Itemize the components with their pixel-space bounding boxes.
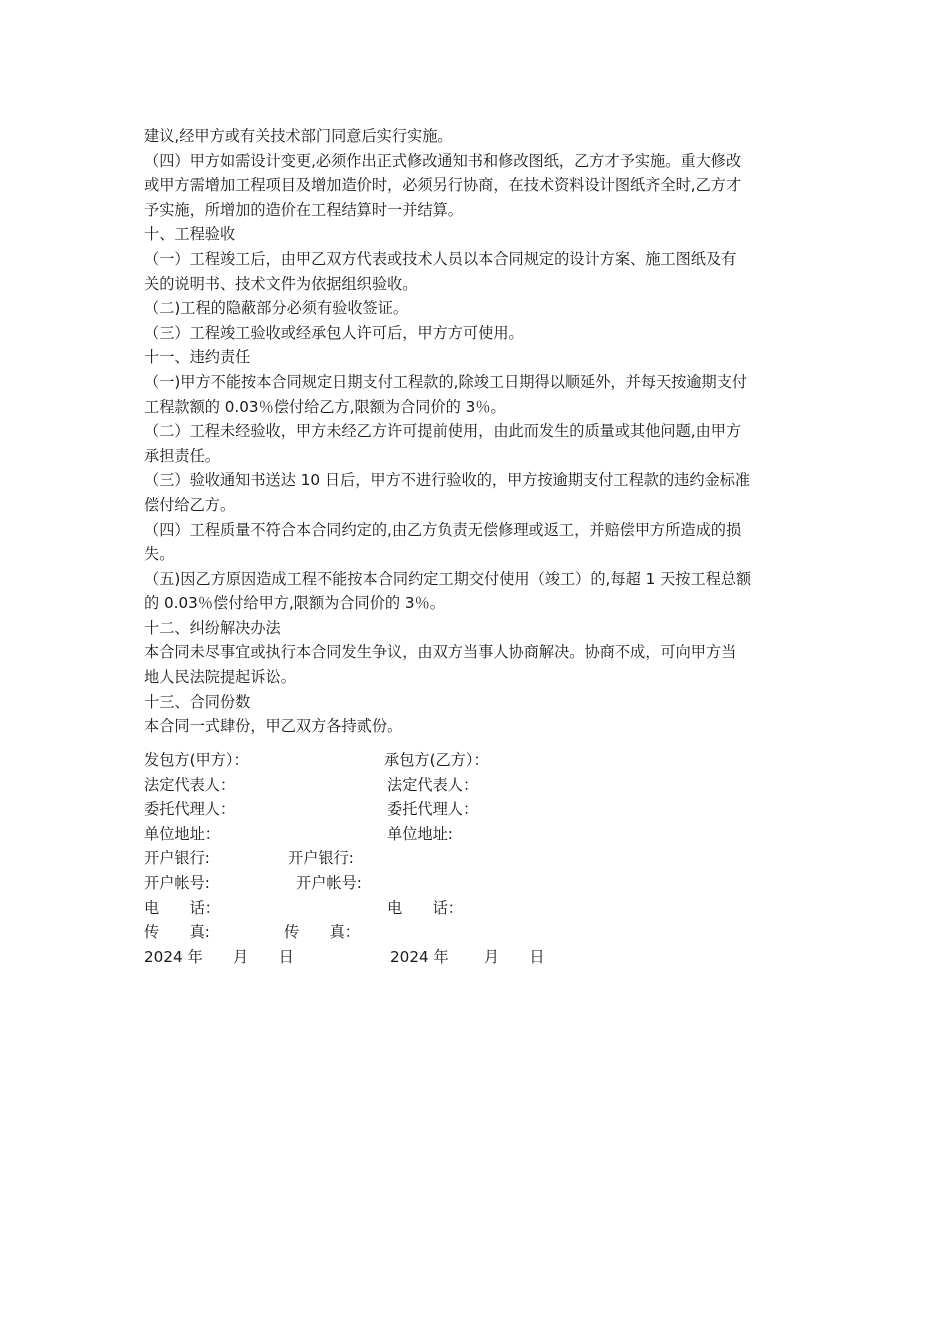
text-line: （二）工程未经验收，甲方未经乙方许可提前使用，由此而发生的质量或其他问题,由甲方: [144, 422, 742, 441]
signature-row-bank: [144, 846, 814, 871]
party-a-account: 开户帐号:: [144, 873, 210, 892]
party-a-address: 单位地址：: [144, 824, 220, 843]
party-b-date: 2024 年 月 日: [390, 947, 545, 966]
party-b-agent: 委托代理人：: [387, 800, 479, 819]
party-b-label: 承包方(乙方）：: [384, 751, 489, 769]
text-line: 予实施，所增加的造价在工程结算时一并结算。: [144, 200, 463, 219]
signature-row-legal-rep: [144, 773, 814, 798]
party-a-phone: 电 话：: [144, 898, 220, 917]
signature-row-agent: [144, 797, 814, 822]
text-line: 本合同未尽事宜或执行本合同发生争议，由双方当事人协商解决。协商不成，可向甲方当: [144, 643, 737, 662]
text-line: 失。: [144, 545, 175, 564]
text-line: 关的说明书、技术文件为依据组织验收。: [144, 274, 418, 293]
signature-block: [144, 748, 814, 969]
party-a-label: 发包方(甲方）：: [144, 751, 249, 769]
text-line: （二)工程的隐蔽部分必须有验收签证。: [144, 299, 409, 318]
section-heading: 十一、违约责任: [144, 348, 251, 367]
signature-row-account: [144, 871, 814, 896]
text-line: 承担责任。: [144, 446, 220, 465]
text-line: （一）工程竣工后，由甲乙双方代表或技术人员以本合同规定的设计方案、施工图纸及有: [144, 249, 737, 268]
party-b-legal-rep: 法定代表人：: [387, 775, 479, 794]
party-b-address: 单位地址:: [387, 824, 453, 843]
party-a-legal-rep: 法定代表人：: [144, 775, 236, 794]
party-b-bank: 开户银行:: [288, 849, 354, 868]
text-line: 的 0.03％偿付给甲方,限额为合同价的 3％。: [144, 594, 445, 613]
party-b-account: 开户帐号:: [296, 873, 362, 892]
text-line: 本合同一式肆份，甲乙双方各持贰份。: [144, 717, 403, 736]
party-b-phone: 电 话：: [387, 898, 463, 917]
signature-row-fax: [144, 920, 814, 945]
text-line: 偿付给乙方。: [144, 495, 236, 514]
signature-row-address: [144, 822, 814, 847]
text-line: 建议,经甲方或有关技术部门同意后实行实施。: [144, 127, 453, 145]
contract-body: [144, 124, 814, 739]
section-heading: 十、工程验收: [144, 225, 236, 244]
text-line: （四）工程质量不符合本合同约定的,由乙方负责无偿修理或返工，并赔偿甲方所造成的损: [144, 520, 742, 539]
party-a-date: 2024 年 月 日: [144, 947, 294, 966]
signature-row-date: [144, 945, 814, 970]
text-line: （五)因乙方原因造成工程不能按本合同约定工期交付使用（竣工）的,每超 1 天按工程总额: [144, 569, 752, 588]
text-line: 或甲方需增加工程项目及增加造价时，必须另行协商，在技术资料设计图纸齐全时,乙方才: [144, 176, 742, 195]
signature-row-party: [144, 748, 814, 773]
party-b-fax: 传 真：: [284, 923, 360, 942]
section-heading: 十二、纠纷解决办法: [144, 618, 281, 637]
text-line: 工程款额的 0.03％偿付给乙方,限额为合同价的 3％。: [144, 397, 506, 416]
party-a-fax: 传 真:: [144, 923, 210, 942]
party-a-bank: 开户银行:: [144, 849, 210, 868]
text-line: （四）甲方如需设计变更,必须作出正式修改通知书和修改图纸，乙方才予实施。重大修改: [144, 151, 742, 170]
section-heading: 十三、合同份数: [144, 692, 251, 711]
text-line: 地人民法院提起诉讼。: [144, 668, 296, 687]
party-a-agent: 委托代理人：: [144, 800, 236, 819]
signature-row-phone: [144, 896, 814, 921]
text-line: （三）工程竣工验收或经承包人许可后，甲方方可使用。: [144, 323, 524, 342]
text-line: （三）验收通知书送达 10 日后，甲方不进行验收的，甲方按逾期支付工程款的违约金标准: [144, 471, 751, 490]
text-line: （一)甲方不能按本合同规定日期支付工程款的,除竣工日期得以顺延外，并每天按逾期支付: [144, 372, 748, 391]
